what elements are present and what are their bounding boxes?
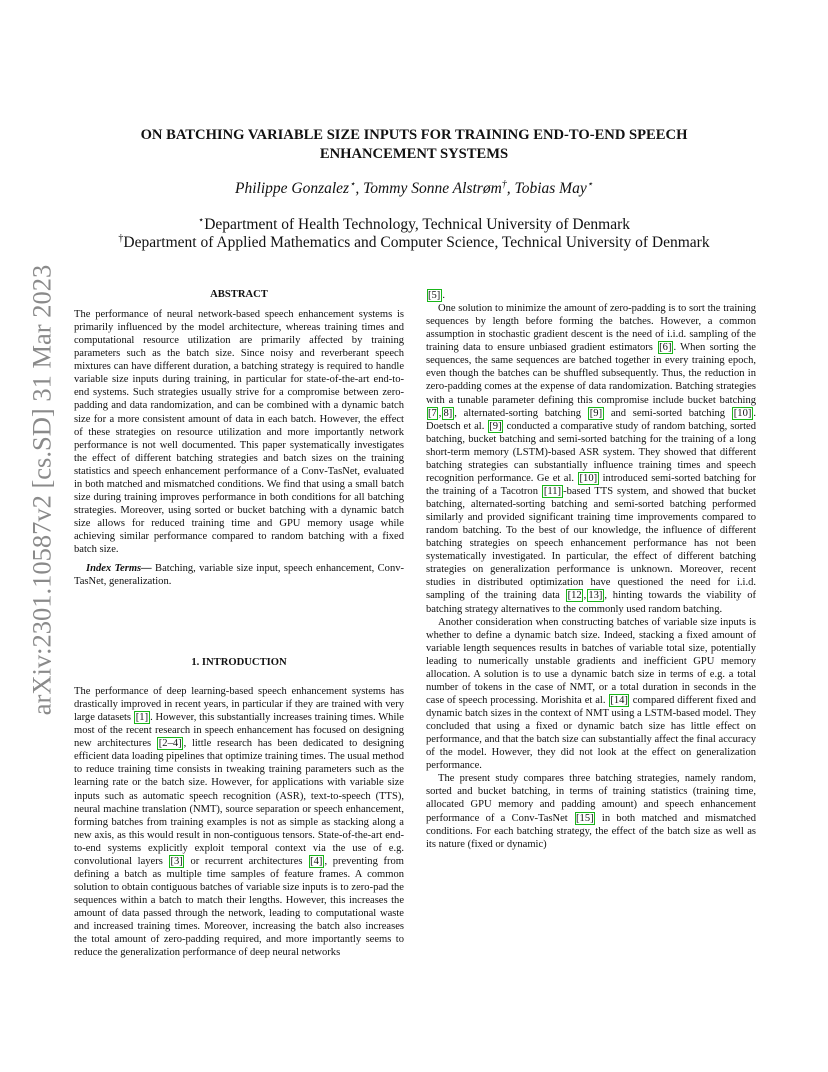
citation-link[interactable]: [12 xyxy=(567,590,582,602)
introduction-heading: 1. INTRODUCTION xyxy=(191,657,287,668)
citation-link[interactable]: [9] xyxy=(489,420,502,432)
abstract-block xyxy=(74,308,404,588)
abstract-heading: ABSTRACT xyxy=(210,289,268,300)
introduction-right xyxy=(426,289,756,851)
citation-link[interactable]: [11] xyxy=(543,485,562,497)
affiliation-text: Department of Health Technology, Technical University of Denmark xyxy=(204,216,631,233)
citation-link[interactable]: [4] xyxy=(310,855,323,867)
intro-paragraph-1: The performance of deep learning-based speech enhancement systems has drastically improved in recent years, in particular if they are trained with very large datasets [1] . However, this substantially increases training times. While most of the recent research in speech enhancement has focused on designing new architectures [2–4] , little research has been dedicated to designing efficient data loading pipelines that optimize training times. The usual method to reduce training time consists in tweaking training parameters such as the learning rate or the batch size. However, for applications with variable size inputs such as automatic speech recognition (ASR), text-to-speech (TTS), neural machine translation (NMT), source separation or speech enhancement, forming batches from training examples is not as simple as stacking along a new axis, as this would result in non-contiguous tensors. State-of-the-art end-to-end systems explicitly exploit temporal context via the use of e.g. convolutional layers [3] or recurrent architectures [4] , preventing from defining a batch as multiple time samples of feature frames. A common solution to obtain contiguous batches of variable size inputs is to zero-pad the sequences within a batch to match their lengths. However, this increases the amount of data passed through the network, leading to computational waste and increased training times. Moreover, increasing the batch also increases the total amount of zero-padding required, and more importantly seems to reduce the generalization performance of deep neural networks xyxy=(74,686,404,959)
citation-link[interactable]: [9] xyxy=(589,407,603,419)
citation-link[interactable]: [10] xyxy=(733,407,752,419)
arxiv-id: arXiv:2301.10587v2 [cs.SD] 31 Mar 2023 xyxy=(26,264,57,716)
citation-link[interactable]: 8] xyxy=(443,407,453,419)
title-line-2: ENHANCEMENT SYSTEMS xyxy=(319,146,509,162)
citation-link[interactable]: [1] xyxy=(135,712,149,724)
introduction-left xyxy=(74,685,404,959)
citation-link[interactable]: [5] xyxy=(428,290,441,301)
author-mark: † xyxy=(501,178,507,190)
intro-paragraph-1-cont: [5] . xyxy=(428,290,445,301)
citation-link[interactable]: 13] xyxy=(588,590,603,602)
citation-link[interactable]: [2–4] xyxy=(158,738,182,750)
affiliation-text: Department of Applied Mathematics and Computer Science, Technical University of Denmark xyxy=(123,234,710,251)
arxiv-stamp xyxy=(22,264,62,716)
index-terms-label: Index Terms— xyxy=(86,563,152,575)
author-list: Philippe Gonzalez⋆, Tommy Sonne Alstrøm†, Tobias May⋆ xyxy=(235,178,593,197)
intro-paragraph-4: The present study compares three batching strategies, namely random, sorted and bucket batching, in terms of training statistics (training time, allocated GPU memory and padding amount) and speech enhancement performance of a Conv-TasNet [15] in both matched and mismatched conditions. For each batching strategy, the effect of the batch size as well as its nature (fixed or dynamic) xyxy=(426,773,756,850)
author-mark: ⋆ xyxy=(349,178,356,190)
affiliation-mark: ⋆ xyxy=(197,214,205,226)
affiliation-2 xyxy=(60,234,768,252)
intro-paragraph-2: One solution to minimize the amount of zero-padding is to sort the training sequences by length before forming the batches. However, a common assumption in stochastic gradient descent is the need of i.i.d. sampling of the training data to ensure unbiased gradient estimators [6] . When sorting the sequences, the same sequences are batched together in every training epoch, even though the batches can be shuffled subsequently. Thus, the reduction in zero-padding comes at the expense of data randomization. Batching strategies with a tunable parameter defining this compromise include bucket batching [7 , 8] , alternated-sorting batching [9] and semi-sorted batching [10] . Doetsch et al. [9] conducted a comparative study of random batching, sorted batching, bucket batching and semi-sorted batching for the training of a long short-term memory (LSTM)-based ASR system. They showed that different batching strategies can substantially influence training times and speech recognition performance. Ge et al. [10] introduced semi-sorted batching for the training of a Tacotron [11] -based TTS system, and showed that bucket batching, alternated-sorting batching and semi-sorted batching performed similarly and provided significant training time improvements compared to random batching. To the best of our knowledge, the influence of different batching strategies on speech enhancement performance has not been systematically investigated. In particular, the effect of different batching strategies on generalization performance is unknown. Moreover, recent studies in distributed optimization have questioned the need for i.i.d. sampling of the training data [12 , 13] , hinting towards the viability of batching strategy alternatives to the commonly used random batching. xyxy=(426,303,756,615)
abstract-text: The performance of neural network-based speech enhancement systems is primarily influenced by the model architecture, whereas training times and computational resource utilization are primarily affected by training parameters such as the batch size. Since noisy and reverberant speech mixtures can have different duration, a batching strategy is required to handle variable size inputs during training, in particular for state-of-the-art end-to-end systems. Such strategies usually strive for a compromise between zero-padding and data randomization, and can be combined with a dynamic batch size for a more consistent amount of data in each batch. However, the effect of these strategies on resource utilization and more importantly network performance is not well documented. This paper systematically investigates the effect of different batching strategies and batch sizes on the training statistics and speech enhancement performance of a Conv-TasNet, evaluated in both matched and mismatched conditions. We find that using a small batch size during training improves performance in both conditions for all batching strategies. Moreover, using sorted or bucket batching with a dynamic batch size allows for reduced training time and GPU memory usage while achieving similar performance compared to random batching with a fixed batch size. xyxy=(74,309,404,556)
index-terms-text: Batching, variable size input, speech enhancement, Conv-TasNet, generalization. xyxy=(74,563,404,588)
title-line-1: ON BATCHING VARIABLE SIZE INPUTS FOR TRAINING END-TO-END SPEECH xyxy=(140,127,688,143)
citation-link[interactable]: [10] xyxy=(579,472,598,484)
author-name: Tommy Sonne Alstrøm xyxy=(363,180,502,197)
author-mark: ⋆ xyxy=(586,178,593,190)
affiliation-mark: † xyxy=(118,232,124,244)
citation-link[interactable]: [15] xyxy=(576,812,594,824)
paper-title xyxy=(60,126,768,164)
author-name: Philippe Gonzalez xyxy=(235,180,350,197)
author-name: Tobias May xyxy=(514,180,587,197)
citation-link[interactable]: [7 xyxy=(428,407,437,419)
citation-link[interactable]: [6] xyxy=(659,342,672,354)
intro-paragraph-3: Another consideration when constructing batches of variable size inputs is whether to define a dynamic batch size. Indeed, stacking a fixed amount of variable length sequences results in batches of variable total size, potentially leading to numerically unstable gradients and inefficient GPU memory allocation. A solution is to use a dynamic batch size in terms of e.g. a total number of tokens in the case of NMT, or a total duration in seconds in the case of speech processing. Morishita et al. [14] compared different fixed and dynamic batch sizes in the context of NMT using a LSTM-based model. They concluded that using a fixed or dynamic batch size has little effect on performance, and that the batch size can substantially affect the final accuracy of the model. However, they did not look at the effect on generalization performance. xyxy=(426,616,756,772)
index-terms xyxy=(74,562,404,588)
citation-link[interactable]: [3] xyxy=(170,855,183,867)
citation-link[interactable]: [14] xyxy=(610,694,628,706)
affiliation-1 xyxy=(60,216,768,234)
